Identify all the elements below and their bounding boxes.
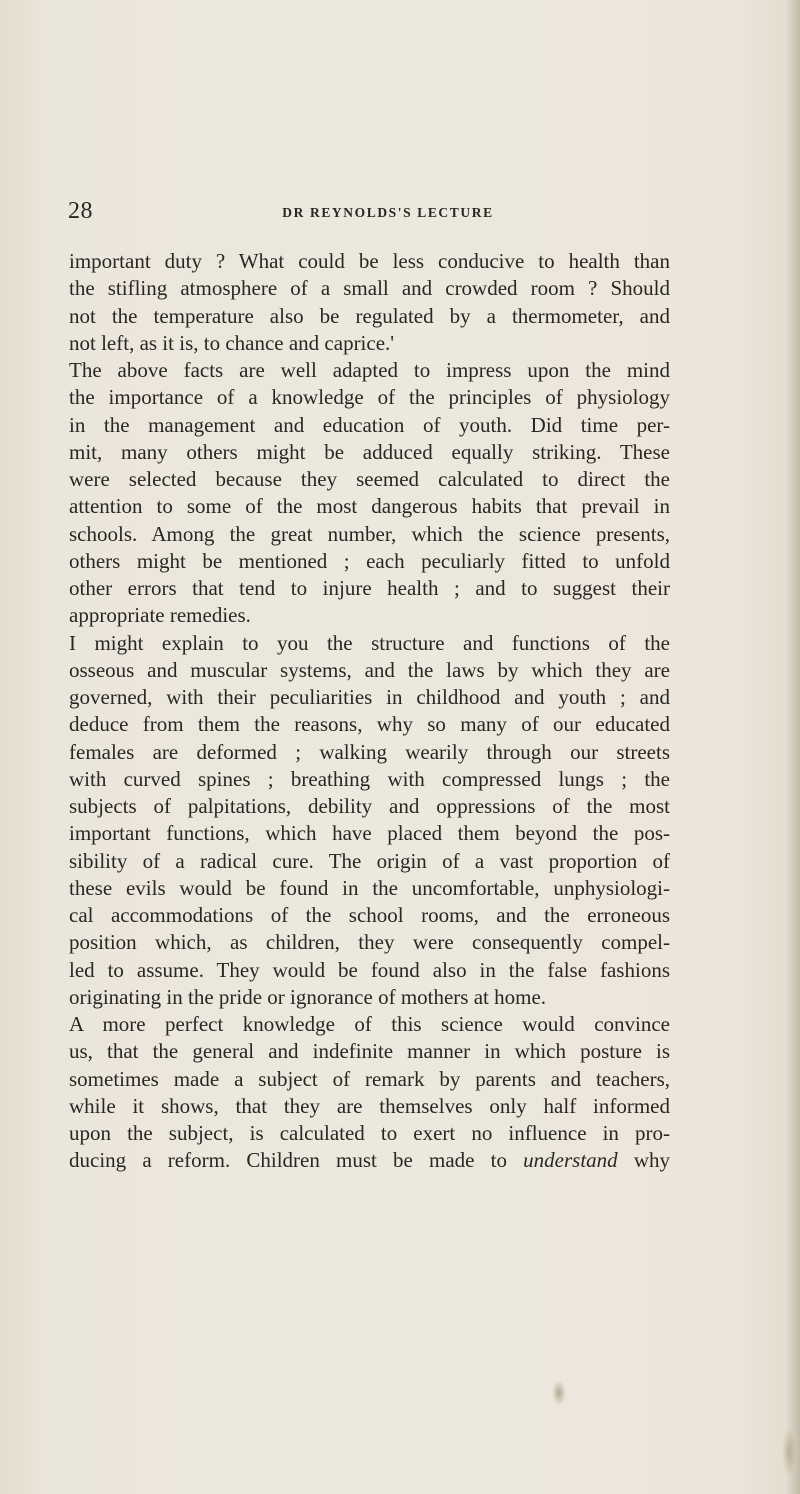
text-line: The above facts are well adapted to impress upon the mind <box>69 358 670 382</box>
text-line: osseous and muscular systems, and the laws by which they are <box>69 657 670 682</box>
text-line: sometimes made a subject of remark by parents and teachers, <box>69 1066 670 1091</box>
text-line: the stifling atmosphere of a small and crowded room ? Should <box>69 276 670 301</box>
text-line: originating in the pride or ignorance of mothers at home. <box>69 984 547 1009</box>
text-line: while it shows, that they are themselves only half informed <box>69 1093 670 1118</box>
text-line: upon the subject, is calculated to exert no influence in pro- <box>69 1121 670 1145</box>
text-line: the importance of a knowledge of the principles of physiology <box>69 385 670 410</box>
text-line-final <box>69 1147 670 1174</box>
text-line: us, that the general and indefinite manner in which posture is <box>69 1039 670 1064</box>
ink-smudge <box>552 1380 566 1406</box>
text-line: other errors that tend to injure health ; and to suggest their <box>69 576 670 600</box>
text-line: mit, many others might be adduced equally striking. These <box>69 439 670 464</box>
italic-word: understand <box>523 1148 618 1173</box>
text-line: not the temperature also be regulated by a thermometer, and <box>69 303 670 328</box>
page-edge-shadow <box>786 0 800 1494</box>
text-line: were selected because they seemed calculated to direct the <box>69 467 670 491</box>
text-line: sibility of a radical cure. The origin of a vast proportion of <box>69 848 670 873</box>
text-line: position which, as children, they were consequently compel- <box>69 930 670 955</box>
page-number: 28 <box>68 198 93 224</box>
body-text <box>69 248 670 1175</box>
text-line: subjects of palpitations, debility and oppressions of the most <box>69 794 670 818</box>
page-corner-mark <box>782 1428 796 1476</box>
text-line: not left, as it is, to chance and caprice.' <box>69 330 395 355</box>
text-line: governed, with their peculiarities in childhood and youth ; and <box>69 685 670 709</box>
text-line: with curved spines ; breathing with compressed lungs ; the <box>69 766 670 791</box>
text-line: these evils would be found in the uncomfortable, unphysiologi- <box>69 875 670 900</box>
text-line: important duty ? What could be less conducive to health than <box>69 249 670 273</box>
text-run: ducing a reform. Children must be made to <box>69 1148 524 1173</box>
text-line: important functions, which have placed them beyond the pos- <box>69 821 670 846</box>
text-line: in the management and education of youth. Did time per- <box>69 412 670 437</box>
text-line: schools. Among the great number, which the science presents, <box>69 521 670 546</box>
running-head: DR REYNOLDS'S LECTURE <box>282 205 494 220</box>
text-line: cal accommodations of the school rooms, and the erroneous <box>69 903 670 927</box>
page-header <box>68 196 708 226</box>
text-run: why <box>617 1148 671 1173</box>
text-line: A more perfect knowledge of this science would convince <box>69 1012 670 1036</box>
text-line: deduce from them the reasons, why so many of our educated <box>69 712 670 737</box>
text-line: attention to some of the most dangerous habits that prevail in <box>69 494 670 519</box>
text-line: females are deformed ; walking wearily through our streets <box>69 739 670 764</box>
text-line: led to assume. They would be found also in the false fashions <box>69 957 670 982</box>
text-line: I might explain to you the structure and functions of the <box>69 630 670 655</box>
text-line: others might be mentioned ; each peculiarly fitted to unfold <box>69 548 670 573</box>
text-line: appropriate remedies. <box>69 603 251 628</box>
